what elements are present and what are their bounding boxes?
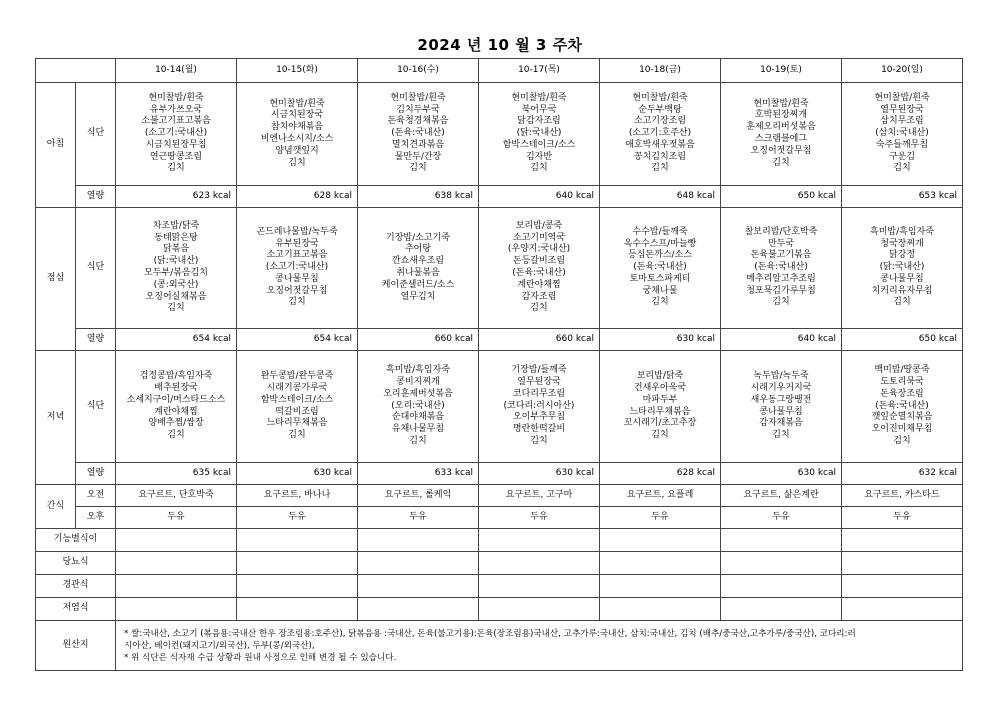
breakfast-menu-cell: [842, 83, 963, 186]
menu-item: 취나물볶음: [396, 268, 440, 278]
breakfast-menu-cell: [479, 83, 600, 186]
diet-cell: [721, 552, 842, 575]
menu-item: 보리밥/콩죽: [515, 220, 563, 231]
menu-item: 연근땅콩조림: [149, 151, 203, 162]
menu-item: 현미찰밥/흰죽: [511, 92, 567, 103]
diet-cell: [842, 529, 963, 552]
diet-cell: [842, 598, 963, 621]
menu-item: 기장밥/들깨죽: [511, 365, 567, 376]
menu-item: 치커리유자무침: [871, 285, 933, 296]
menu-item: 소고기미역국: [512, 232, 566, 243]
breakfast-menu-cell: [721, 83, 842, 186]
menu-item: 김치: [288, 297, 306, 308]
snack-label: 간식: [36, 485, 76, 529]
menu-item: 콩비지찌개: [396, 377, 440, 387]
menu-item: 흑미밥/흑임자죽: [386, 365, 450, 376]
menu-item: 김자반: [525, 151, 553, 162]
menu-item: 김치: [651, 163, 669, 174]
menu-item: 김치: [167, 303, 185, 314]
menu-item: 곤드레나물밥/녹두죽: [256, 226, 338, 237]
diet-cell: [116, 575, 237, 598]
menu-item: 등심돈까스/소스: [628, 250, 692, 261]
menu-label: 식단: [76, 351, 116, 463]
diet-cell: [358, 552, 479, 575]
menu-item: 메추리알고추조림: [746, 273, 816, 284]
calorie-value: 640 kcal: [721, 329, 842, 351]
menu-item: 오리훈제버섯볶음: [383, 388, 453, 399]
dinner-label: 저녁: [36, 351, 76, 485]
menu-item: 애호박새우젓볶음: [625, 139, 695, 150]
snack-am-cell: 요구르트, 고구마: [479, 485, 600, 507]
menu-item: 오징어젓갈무침: [266, 285, 328, 296]
menu-item: 느타리무채볶음: [629, 406, 691, 417]
lunch-menu-cell: [479, 208, 600, 329]
menu-item: 현미찰밥/흰죽: [632, 92, 688, 103]
menu-item: 청국장찌개: [880, 238, 924, 249]
menu-item: 소고기표고볶음: [266, 250, 328, 261]
menu-item: 동태맑은탕: [154, 232, 198, 243]
menu-item: 닭강정: [888, 250, 916, 261]
calorie-value: 638 kcal: [358, 186, 479, 208]
origin-line: * 쌀:국내산, 소고기 (볶음용:국내산 한우 장조림용:호주산), 닭볶음용 :국내산, 돈육(불고기용):돈육(장조림용)국내산, 고추가루:국내산, 삼치:국내산, 김치 (배추/중국산,고추가루/중국산), 코다리:러: [124, 628, 856, 639]
menu-item: 감자채볶음: [759, 418, 803, 429]
lunch-menu-cell: [842, 208, 963, 329]
menu-item: 계란야채찜: [517, 279, 561, 290]
dinner-calorie-row: [36, 463, 963, 485]
menu-item: 김치: [530, 163, 548, 174]
menu-item: 훈제오리버섯볶음: [746, 122, 816, 133]
day-header: 10-15(화): [237, 59, 358, 83]
dinner-menu-cell: [721, 351, 842, 463]
menu-item: 김치: [893, 163, 911, 174]
menu-item: (닭:국내산): [153, 256, 199, 267]
menu-item: 오이진미채무침: [871, 424, 933, 435]
calorie-value: 653 kcal: [842, 186, 963, 208]
menu-item: 차조밥/닭죽: [152, 220, 200, 231]
menu-item: 시래기콩가루국: [266, 382, 328, 393]
diet-cell: [479, 552, 600, 575]
day-header: 10-19(토): [721, 59, 842, 83]
menu-label: 식단: [76, 83, 116, 186]
menu-item: 김치: [530, 435, 548, 446]
lunch-menu-cell: [358, 208, 479, 329]
diet-cell: [116, 552, 237, 575]
menu-item: 돈육청경채볶음: [387, 116, 449, 127]
menu-item: 찰보리밥/단호박죽: [744, 226, 818, 237]
tube-row: [36, 575, 963, 598]
low_salt-label: 저염식: [36, 598, 116, 621]
menu-item: 함박스테이크/소스: [502, 139, 576, 150]
menu-item: (우양지:국내산): [507, 244, 571, 255]
menu-item: (코다리:러시아산): [503, 400, 575, 411]
menu-item: 현미찰밥/흰죽: [148, 92, 204, 103]
menu-item: 구운김: [888, 151, 916, 162]
menu-item: 닭볶음: [162, 244, 190, 255]
menu-item: 돈육장조림: [880, 388, 924, 399]
menu-item: (오리:국내산): [391, 400, 445, 411]
menu-item: 콩나물무침: [759, 406, 803, 417]
menu-item: 유부가쓰오국: [149, 104, 203, 115]
menu-item: 감자조림: [521, 291, 557, 302]
menu-item: 시래기우거지국: [750, 382, 812, 393]
menu-item: 김치: [893, 297, 911, 308]
breakfast-menu-cell: [600, 83, 721, 186]
weekly-menu-table: [35, 58, 963, 671]
calorie-value: 635 kcal: [116, 463, 237, 485]
menu-item: 현미찰밥/흰죽: [874, 92, 930, 103]
snack-am-cell: 요구르트, 요플레: [600, 485, 721, 507]
day-header: 10-16(수): [358, 59, 479, 83]
menu-item: 꽁치김치조림: [633, 151, 687, 162]
menu-item: 시금치된장무침: [145, 139, 207, 150]
breakfast-calorie-row: [36, 186, 963, 208]
menu-item: 궁채나물: [642, 285, 678, 296]
menu-item: 느타리무채볶음: [266, 418, 328, 429]
calorie-value: 660 kcal: [479, 329, 600, 351]
menu-item: 추어탕: [404, 244, 432, 255]
functional-label: 기능별식이: [36, 529, 116, 552]
snack-pm-row: [36, 507, 963, 529]
calorie-value: 654 kcal: [237, 329, 358, 351]
snack-pm-cell: 두유: [842, 507, 963, 529]
menu-item: 소고기장조림: [633, 116, 687, 127]
menu-item: 오징어실채볶음: [145, 291, 207, 302]
header-row: [36, 59, 963, 83]
menu-item: 스크램블에그: [754, 134, 808, 144]
menu-item: 김치: [651, 297, 669, 308]
snack-am-cell: 요구르트, 삶은계란: [721, 485, 842, 507]
menu-item: 모두부/볶음김치: [144, 268, 208, 278]
dinner-menu-row: [36, 351, 963, 463]
dinner-menu-cell: [479, 351, 600, 463]
calorie-value: 633 kcal: [358, 463, 479, 485]
menu-item: 함박스테이크/소스: [260, 394, 334, 405]
menu-item: 기장밥/소고기죽: [386, 232, 450, 243]
snack-pm-cell: 두유: [479, 507, 600, 529]
dinner-menu-cell: [842, 351, 963, 463]
calorie-value: 632 kcal: [842, 463, 963, 485]
menu-item: 완두콩밥/완두콩죽: [260, 371, 334, 382]
snack-am-label: 오전: [76, 485, 116, 507]
diet-cell: [600, 598, 721, 621]
menu-item: 호박된장찌개: [754, 110, 808, 121]
menu-item: (소고기:국내산): [144, 128, 208, 139]
menu-item: 김치: [409, 435, 427, 446]
lunch-label: 점심: [36, 208, 76, 351]
menu-item: 김치: [772, 297, 790, 308]
menu-item: 김치: [772, 430, 790, 441]
diet-cell: [721, 598, 842, 621]
calorie-value: 650 kcal: [842, 329, 963, 351]
calorie-label: 열량: [76, 329, 116, 351]
tube-label: 경관식: [36, 575, 116, 598]
calorie-value: 648 kcal: [600, 186, 721, 208]
origin-row: [36, 621, 963, 671]
menu-item: 흑미밥/흑임자죽: [870, 226, 934, 237]
menu-item: 김치: [530, 303, 548, 314]
diet-cell: [116, 529, 237, 552]
dinner-menu-cell: [600, 351, 721, 463]
calorie-value: 660 kcal: [358, 329, 479, 351]
snack-pm-cell: 두유: [600, 507, 721, 529]
origin-label: 원산지: [36, 621, 116, 671]
diet-cell: [237, 598, 358, 621]
menu-item: 김치: [651, 430, 669, 441]
dinner-menu-cell: [237, 351, 358, 463]
menu-item: 시금치된장국: [270, 110, 324, 121]
diet-cell: [237, 552, 358, 575]
menu-item: 계란야채찜: [154, 406, 198, 417]
menu-item: 배추된장국: [154, 382, 198, 393]
menu-item: 김치: [772, 157, 790, 168]
menu-item: (돈육:국내산): [391, 128, 445, 139]
menu-item: 현미찰밥/흰죽: [269, 98, 325, 109]
snack-pm-cell: 두유: [358, 507, 479, 529]
lunch-menu-row: [36, 208, 963, 329]
snack-pm-cell: 두유: [721, 507, 842, 529]
lunch-calorie-row: [36, 329, 963, 351]
calorie-value: 628 kcal: [600, 463, 721, 485]
calorie-value: 650 kcal: [721, 186, 842, 208]
diet-cell: [600, 552, 721, 575]
menu-item: 열무김치: [400, 291, 436, 302]
menu-item: 녹두밥/녹두죽: [753, 371, 809, 382]
menu-item: 소불고기표고볶음: [141, 116, 211, 127]
calorie-value: 630 kcal: [237, 463, 358, 485]
breakfast-menu-cell: [358, 83, 479, 186]
diet-cell: [237, 529, 358, 552]
menu-item: 유채나물무침: [391, 424, 445, 435]
breakfast-menu-cell: [237, 83, 358, 186]
menu-item: 소세지구이/머스타드소스: [126, 394, 226, 405]
diet-cell: [721, 529, 842, 552]
menu-item: 돈등갈비조림: [512, 256, 566, 267]
snack-pm-cell: 두유: [237, 507, 358, 529]
lunch-menu-cell: [116, 208, 237, 329]
menu-item: 돈육불고기볶음: [750, 250, 812, 261]
menu-label: 식단: [76, 208, 116, 329]
diet-cell: [600, 575, 721, 598]
snack-am-cell: 요구르트, 단호박죽: [116, 485, 237, 507]
menu-item: (돈육:국내산): [512, 268, 566, 278]
day-header: 10-17(목): [479, 59, 600, 83]
menu-item: 비엔나소시지/소스: [260, 134, 334, 144]
menu-item: 닭감자조림: [517, 116, 561, 127]
dinner-menu-cell: [116, 351, 237, 463]
menu-item: 보리밥/닭죽: [636, 371, 684, 382]
lunch-menu-cell: [600, 208, 721, 329]
menu-item: (삼치:국내산): [875, 128, 929, 139]
dinner-menu-cell: [358, 351, 479, 463]
menu-item: 김치두부국: [396, 104, 440, 115]
menu-item: 검정콩밥/흑임자죽: [139, 371, 213, 382]
menu-item: 콩나물무침: [880, 273, 924, 284]
menu-item: 토마토스파게티: [629, 273, 691, 284]
menu-item: 유부된장국: [275, 238, 319, 249]
snack-am-cell: 요구르트, 카스타드: [842, 485, 963, 507]
calorie-label: 열량: [76, 186, 116, 208]
breakfast-menu-cell: [116, 83, 237, 186]
diet-cell: [479, 575, 600, 598]
menu-item: 순대야채볶음: [391, 412, 445, 423]
menu-item: 수수밥/들깨죽: [632, 226, 688, 237]
menu-item: 오징어젓갈무침: [750, 145, 812, 156]
menu-item: (콩:외국산): [153, 279, 199, 290]
lunch-menu-cell: [237, 208, 358, 329]
snack-am-row: [36, 485, 963, 507]
day-header: 10-20(일): [842, 59, 963, 83]
diet-cell: [721, 575, 842, 598]
diet-cell: [600, 529, 721, 552]
menu-item: 깻잎순멸치볶음: [871, 412, 933, 423]
diabetic-row: [36, 552, 963, 575]
menu-item: 건새우아욱국: [633, 382, 687, 393]
menu-item: 청포묵김가루무침: [746, 285, 816, 296]
diet-cell: [358, 598, 479, 621]
functional-row: [36, 529, 963, 552]
menu-item: 북어무국: [521, 104, 557, 115]
diet-cell: [479, 529, 600, 552]
calorie-value: 630 kcal: [721, 463, 842, 485]
menu-item: 김치: [288, 430, 306, 441]
menu-item: 김치: [167, 163, 185, 174]
menu-item: 꼬시래기/초고추장: [623, 418, 697, 429]
menu-item: 떡갈비조림: [275, 406, 319, 417]
menu-item: (닭:국내산): [516, 128, 562, 139]
menu-item: 명란한떡갈비: [512, 424, 566, 435]
menu-item: 열무된장국: [880, 104, 924, 115]
diet-cell: [479, 598, 600, 621]
menu-item: 케이준샐러드/소스: [381, 279, 455, 290]
menu-item: 백미밥/땅콩죽: [874, 365, 930, 376]
menu-item: (돈육:국내산): [875, 400, 929, 411]
menu-item: 순두부백탕: [638, 104, 682, 115]
menu-item: (소고기:호주산): [628, 128, 692, 139]
menu-item: 도토리묵국: [880, 377, 924, 387]
calorie-label: 열량: [76, 463, 116, 485]
header-corner: [36, 59, 116, 83]
diet-cell: [116, 598, 237, 621]
menu-item: (닭:국내산): [879, 262, 925, 273]
menu-item: 마파두부: [642, 394, 678, 405]
lunch-menu-cell: [721, 208, 842, 329]
diet-cell: [842, 575, 963, 598]
menu-item: 김치: [167, 430, 185, 441]
menu-item: 현미찰밥/흰죽: [753, 98, 809, 109]
menu-item: 양념깻잎지: [275, 145, 319, 156]
menu-item: 만두국: [767, 238, 795, 249]
snack-pm-label: 오후: [76, 507, 116, 529]
menu-item: 양배추찜/쌈장: [148, 418, 204, 429]
menu-item: 현미찰밥/흰죽: [390, 92, 446, 103]
day-header: 10-14(월): [116, 59, 237, 83]
calorie-value: 630 kcal: [479, 463, 600, 485]
low_salt-row: [36, 598, 963, 621]
menu-item: 김치: [893, 435, 911, 446]
diet-cell: [842, 552, 963, 575]
diabetic-label: 당뇨식: [36, 552, 116, 575]
breakfast-menu-row: [36, 83, 963, 186]
snack-am-cell: 요구르트, 롤케익: [358, 485, 479, 507]
menu-item: (돈육:국내산): [633, 262, 687, 273]
origin-line: * 위 식단은 식자재 수급 상황과 원내 사정으로 인해 변경 될 수 있습니다.: [124, 652, 397, 663]
menu-item: 삼치무조림: [880, 116, 924, 127]
menu-item: 옥수수스프/마늘빵: [623, 238, 697, 249]
menu-item: 물만두/간장: [394, 151, 442, 162]
menu-item: 참치야채볶음: [270, 122, 324, 133]
menu-item: 오이부추무침: [512, 412, 566, 423]
menu-item: (돈육:국내산): [754, 262, 808, 273]
day-header: 10-18(금): [600, 59, 721, 83]
diet-cell: [237, 575, 358, 598]
origin-line: 시아산, 베이컨(돼지고기/외국산), 두부(콩/외국산),: [124, 640, 315, 651]
menu-item: 열무된장국: [517, 377, 561, 387]
calorie-value: 640 kcal: [479, 186, 600, 208]
menu-item: 김치: [288, 157, 306, 168]
diet-cell: [358, 529, 479, 552]
calorie-value: 630 kcal: [600, 329, 721, 351]
menu-item: 새우동그랑땡전: [750, 394, 812, 405]
diet-cell: [358, 575, 479, 598]
breakfast-label: 아침: [36, 83, 76, 208]
menu-item: 깐쇼새우조림: [391, 256, 445, 267]
calorie-value: 654 kcal: [116, 329, 237, 351]
menu-item: (소고기:국내산): [265, 262, 329, 273]
menu-item: 숙주들깨무침: [875, 139, 929, 150]
menu-item: 콩나물무침: [275, 273, 319, 284]
snack-am-cell: 요구르트, 바나나: [237, 485, 358, 507]
menu-item: 코다리무조림: [512, 388, 566, 399]
snack-pm-cell: 두유: [116, 507, 237, 529]
origin-text: [116, 621, 963, 671]
page-title: 2024 년 10 월 3 주차: [417, 36, 583, 54]
menu-item: 김치: [409, 163, 427, 174]
calorie-value: 623 kcal: [116, 186, 237, 208]
menu-item: 멸치견과볶음: [391, 139, 445, 150]
calorie-value: 628 kcal: [237, 186, 358, 208]
